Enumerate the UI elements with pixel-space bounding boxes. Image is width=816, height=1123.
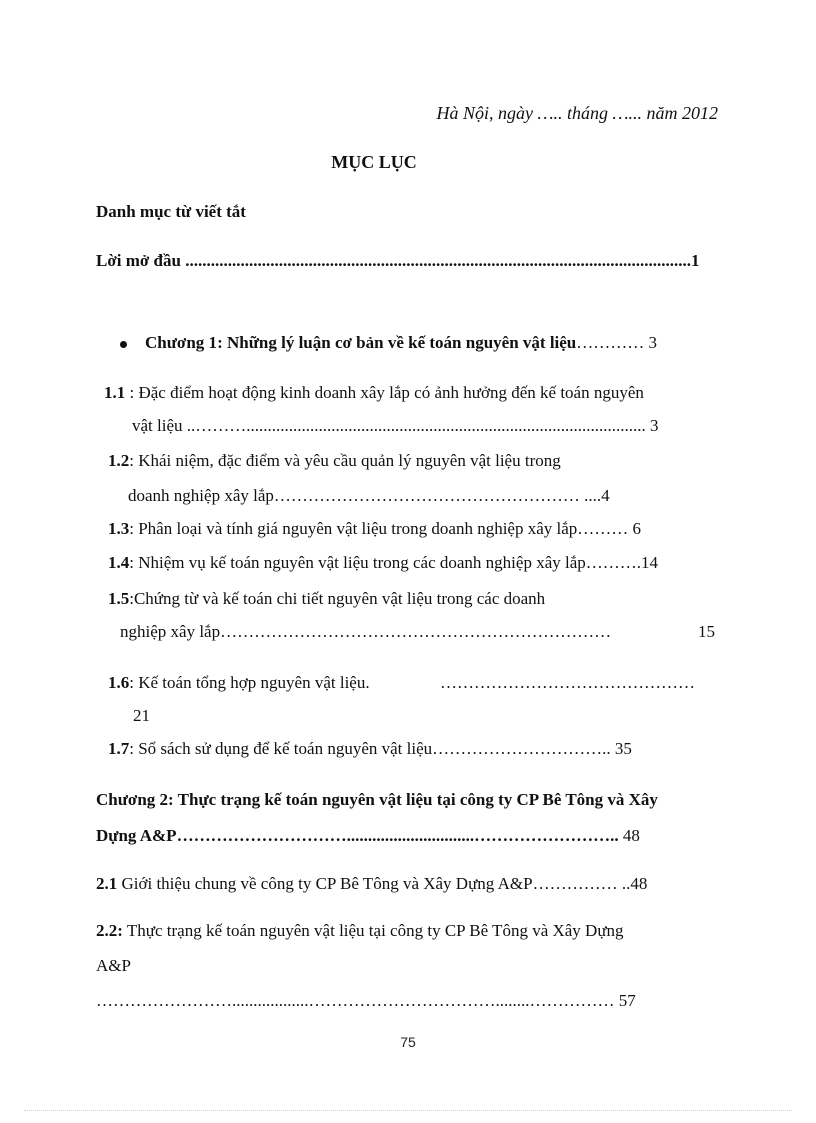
- bullet-icon: [120, 341, 127, 348]
- toc-section-1-3[interactable]: [108, 519, 641, 539]
- toc-section-2-1-page: ..48: [621, 874, 648, 893]
- toc-section-1-2[interactable]: [108, 451, 561, 471]
- footer-divider: [24, 1110, 792, 1111]
- toc-section-2-1-dots: ……………: [532, 874, 618, 893]
- toc-section-1-5-dots: ……………………………………………………………: [220, 622, 612, 641]
- toc-section-1-7-dots: …………………………..: [432, 739, 611, 758]
- toc-section-2-2-text: Thực trạng kế toán nguyên vật liệu tại công ty CP Bê Tông và Xây Dựng: [122, 921, 624, 940]
- toc-section-1-5-line2[interactable]: [120, 622, 611, 642]
- toc-section-1-1[interactable]: [104, 383, 644, 403]
- toc-chapter-2[interactable]: Chương 2: Thực trạng kế toán nguyên vật liệu tại công ty CP Bê Tông và Xây: [96, 790, 658, 809]
- toc-section-1-2-dots: ……………………………………………… ....: [273, 486, 602, 505]
- toc-section-1-1-page: 3: [650, 416, 659, 435]
- toc-chapter-1-number: Chương 1: [145, 333, 218, 352]
- toc-intro[interactable]: [96, 251, 699, 271]
- toc-section-2-2-number: 2.2:: [96, 921, 123, 940]
- toc-section-1-7-page: 35: [614, 739, 632, 758]
- toc-section-1-3-text: : Phân loại và tính giá nguyên vật liệu trong doanh nghiệp xây lắp: [129, 519, 578, 538]
- toc-section-1-1-text: : Đặc điểm hoạt động kinh doanh xây lắp có ảnh hưởng đến kế toán nguyên: [125, 383, 644, 402]
- page-title: MỤC LỤC: [331, 152, 417, 172]
- page-number: 75: [400, 1034, 416, 1050]
- toc-section-1-4-number: 1.4: [108, 553, 130, 572]
- toc-section-2-2-page: 57: [618, 991, 636, 1010]
- toc-section-1-5-number: 1.5: [108, 589, 130, 608]
- toc-section-1-7-number: 1.7: [108, 739, 130, 758]
- toc-section-2-1-text: Giới thiệu chung về công ty CP Bê Tông và Xây Dựng A&P: [117, 874, 533, 893]
- toc-section-1-6-page: 21: [133, 706, 150, 725]
- toc-section-1-4-page: 14: [641, 553, 659, 572]
- toc-section-2-2-dots: ……………………..................……………………………........……………: [96, 991, 615, 1010]
- toc-section-1-6-number: 1.6: [108, 673, 130, 692]
- toc-chapter-2-text-2: Dựng A&P: [96, 826, 177, 845]
- toc-section-2-1-number: 2.1: [96, 874, 118, 893]
- toc-section-1-4[interactable]: [108, 553, 658, 573]
- toc-section-2-2-line2[interactable]: A&P: [96, 956, 131, 975]
- toc-section-1-5[interactable]: [108, 589, 545, 609]
- toc-section-1-1-text-2: vật liệu: [132, 416, 183, 435]
- toc-intro-label: Lời mở đầu: [96, 251, 181, 270]
- toc-section-1-6[interactable]: [108, 673, 370, 693]
- toc-section-1-3-dots: ………: [577, 519, 629, 538]
- toc-intro-dots: .......................................................................................................................: [185, 251, 691, 270]
- toc-section-1-1-dots: ..………..............................................................................................: [186, 416, 646, 435]
- toc-section-2-1[interactable]: [96, 874, 647, 894]
- toc-section-1-1-line2[interactable]: [132, 416, 659, 436]
- toc-section-1-6-dots: ………………………………………: [440, 673, 695, 692]
- toc-section-1-2-line2[interactable]: [128, 486, 610, 506]
- toc-chapter-2-dots: …………………………..............................……………………..: [176, 826, 619, 845]
- date-line: Hà Nội, ngày ….. tháng …... năm 2012: [436, 103, 718, 123]
- toc-section-1-5-text: :Chứng từ và kế toán chi tiết nguyên vật liệu trong các doanh: [129, 589, 546, 608]
- toc-chapter-1-page: 3: [648, 333, 658, 352]
- toc-section-1-3-page: 6: [632, 519, 642, 538]
- toc-section-1-7-text: : Sổ sách sử dụng để kế toán nguyên vật liệu: [129, 739, 433, 758]
- toc-chapter-2-line2[interactable]: [96, 826, 640, 846]
- toc-chapter-1-title: : Những lý luận cơ bản về kế toán nguyên vật liệu: [217, 333, 577, 352]
- toc-section-1-2-text-2: doanh nghiệp xây lắp: [128, 486, 274, 505]
- toc-section-2-2[interactable]: [96, 921, 624, 941]
- toc-section-1-7[interactable]: [108, 739, 632, 759]
- toc-section-1-2-page: 4: [601, 486, 610, 505]
- toc-section-1-2-number: 1.2: [108, 451, 130, 470]
- toc-chapter-1[interactable]: [145, 333, 657, 353]
- toc-section-1-4-text: : Nhiệm vụ kế toán nguyên vật liệu trong các doanh nghiệp xây lắp: [129, 553, 586, 572]
- toc-section-1-4-dots: ……….: [585, 553, 642, 572]
- toc-section-1-5-page: 15: [698, 622, 715, 641]
- toc-abbreviations[interactable]: Danh mục từ viết tắt: [96, 202, 246, 221]
- toc-chapter-1-dots: …………: [576, 333, 645, 352]
- toc-section-1-2-text: : Khái niệm, đặc điểm và yêu cầu quản lý nguyên vật liệu trong: [129, 451, 561, 470]
- toc-section-1-3-number: 1.3: [108, 519, 130, 538]
- toc-intro-page: 1: [690, 251, 700, 270]
- toc-section-2-2-line3[interactable]: [96, 991, 636, 1011]
- toc-section-1-1-number: 1.1: [104, 383, 126, 402]
- toc-section-1-5-text-2: nghiệp xây lắp: [120, 622, 221, 641]
- toc-chapter-2-page: 48: [622, 826, 640, 845]
- toc-section-1-6-text: : Kế toán tổng hợp nguyên vật liệu.: [129, 673, 370, 692]
